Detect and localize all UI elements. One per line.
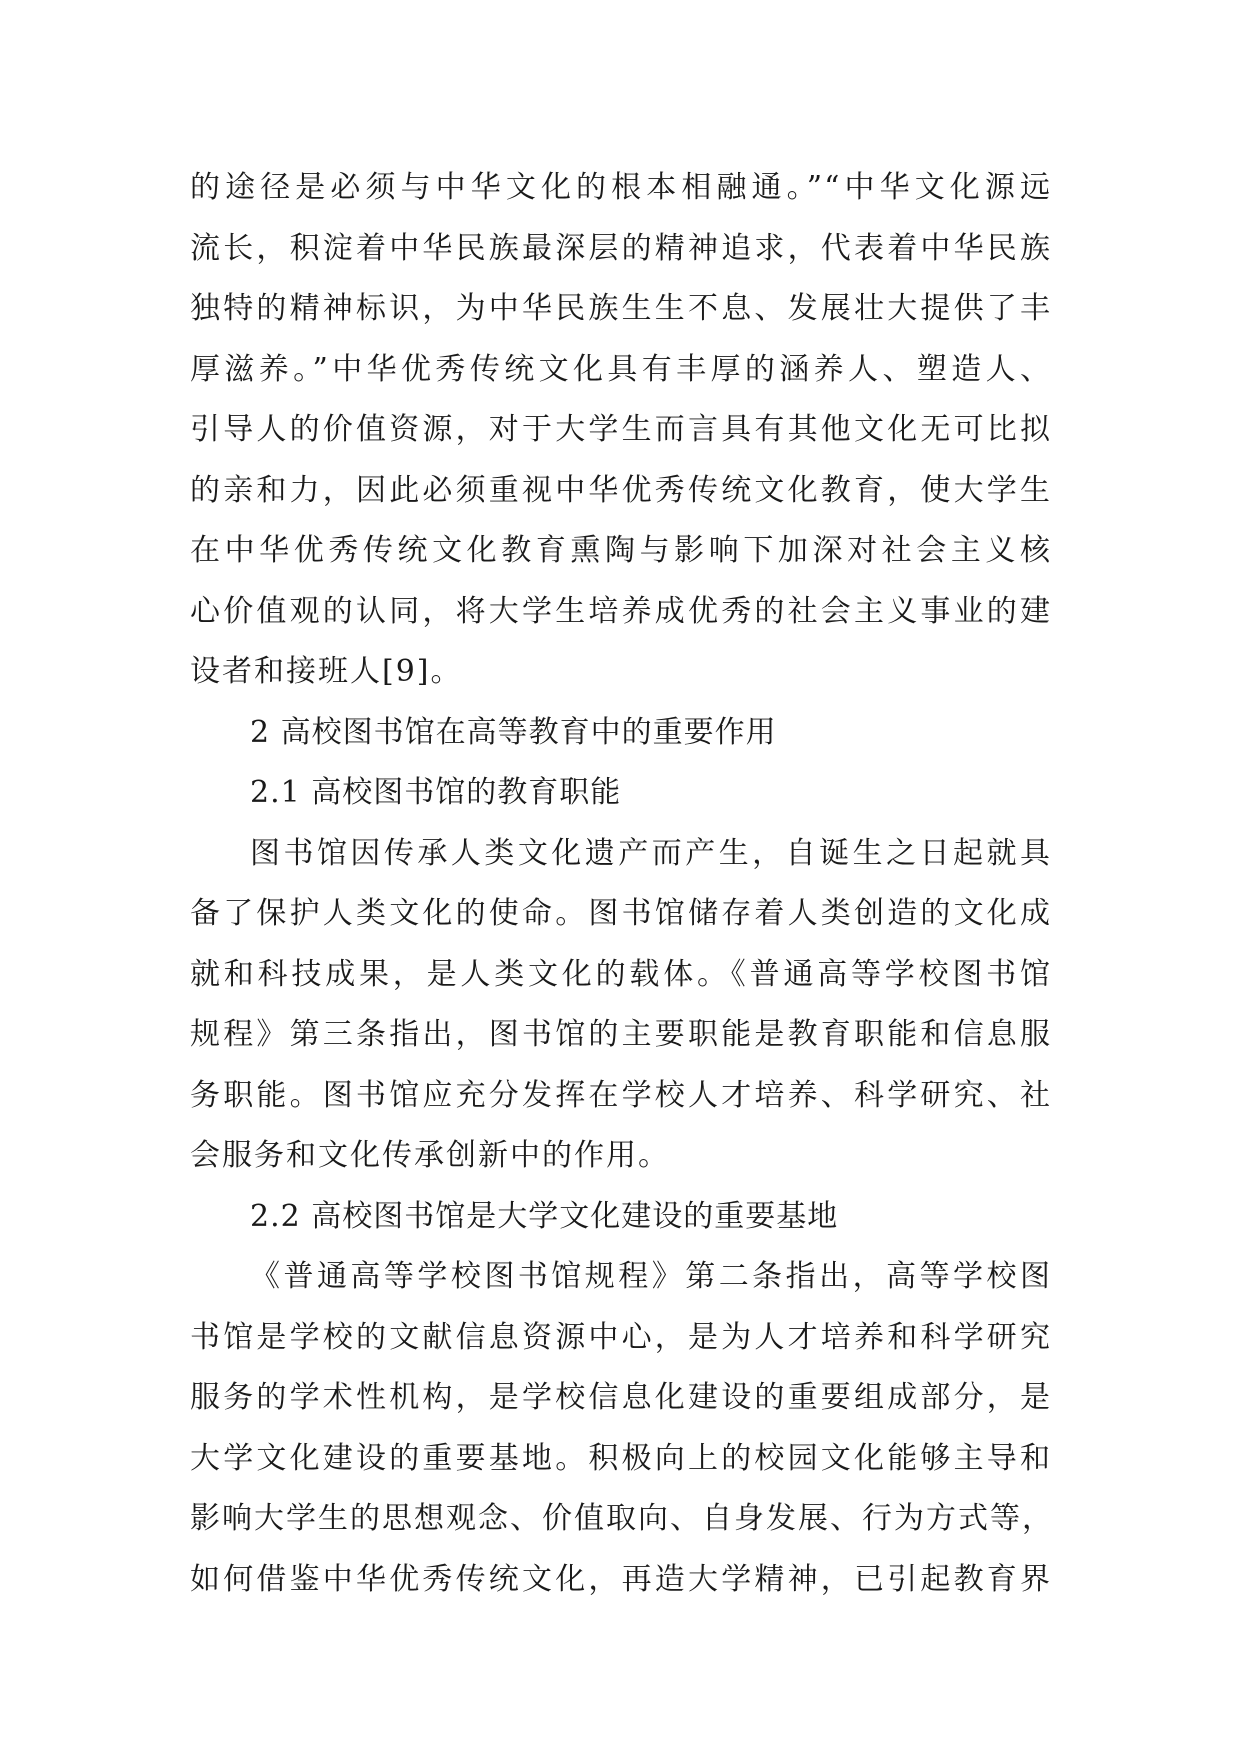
- text-line: 服务的学术性机构，是学校信息化建设的重要组成部分，是: [190, 1380, 1052, 1415]
- text-line: 务职能。图书馆应充分发挥在学校人才培养、科学研究、社: [190, 1077, 1052, 1113]
- text-line: 就和科技成果，是人类文化的载体。《普通高等学校图书馆: [190, 956, 1052, 992]
- text-line: 的亲和力，因此必须重视中华优秀传统文化教育，使大学生: [190, 472, 1052, 508]
- paragraph-first-line: 《普通高等学校图书馆规程》第二条指出，高等学校图: [250, 1259, 1052, 1294]
- text-line: 影响大学生的思想观念、价值取向、自身发展、行为方式等，: [190, 1501, 1054, 1536]
- text-line: 备了保护人类文化的使命。图书馆储存着人类创造的文化成: [190, 896, 1052, 931]
- text-line: 书馆是学校的文献信息资源中心，是为人才培养和科学研究: [190, 1319, 1052, 1355]
- text-line: 厚滋养。”中华优秀传统文化具有丰厚的涵养人、塑造人、: [190, 351, 1052, 387]
- text-line: 独特的精神标识，为中华民族生生不息、发展壮大提供了丰: [190, 291, 1052, 326]
- section-heading: 2 高校图书馆在高等教育中的重要作用: [250, 714, 777, 750]
- text-line: 流长，积淀着中华民族最深层的精神追求，代表着中华民族: [190, 230, 1052, 266]
- text-line: 设者和接班人[9]。: [190, 654, 463, 689]
- text-line: 引导人的价值资源，对于大学生而言具有其他文化无可比拟: [190, 412, 1052, 447]
- body-text: [190, 158, 1052, 1610]
- text-line: 会服务和文化传承创新中的作用。: [190, 1138, 670, 1173]
- text-line: 的途径是必须与中华文化的根本相融通。”“中华文化源远: [190, 170, 1052, 205]
- subsection-heading: 2.2 高校图书馆是大学文化建设的重要基地: [250, 1198, 839, 1234]
- text-line: 规程》第三条指出，图书馆的主要职能是教育职能和信息服: [190, 1017, 1052, 1052]
- text-line: 如何借鉴中华优秀传统文化，再造大学精神，已引起教育界: [190, 1561, 1052, 1597]
- subsection-heading: 2.1 高校图书馆的教育职能: [250, 775, 622, 810]
- text-line: 心价值观的认同，将大学生培养成优秀的社会主义事业的建: [190, 593, 1052, 629]
- paragraph-first-line: 图书馆因传承人类文化遗产而产生，自诞生之日起就具: [250, 835, 1052, 871]
- text-line: 在中华优秀传统文化教育熏陶与影响下加深对社会主义核: [190, 533, 1052, 568]
- text-line: 大学文化建设的重要基地。积极向上的校园文化能够主导和: [190, 1440, 1052, 1476]
